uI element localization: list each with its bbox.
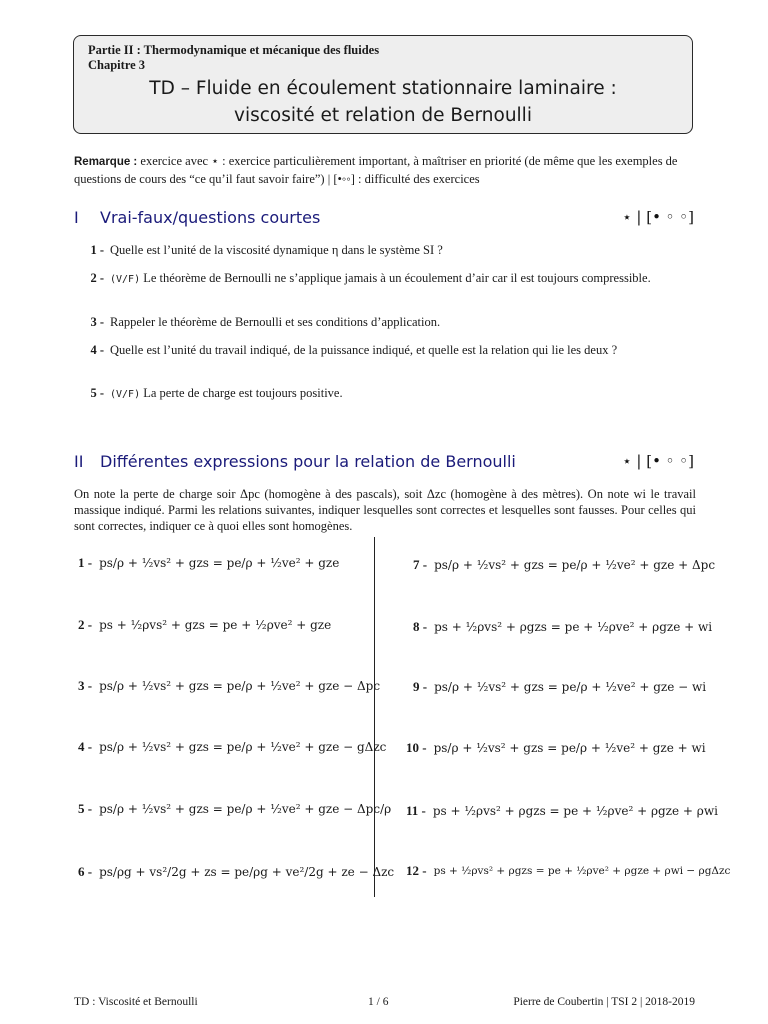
equation-4: 4 - ps/ρ + ½vs² + gzs = pe/ρ + ½ve² + gze − gΔzc bbox=[78, 739, 387, 754]
equation-10: 10 - ps/ρ + ½vs² + gzs = pe/ρ + ½ve² + gze + wi bbox=[406, 740, 706, 755]
equation-1: 1 - ps/ρ + ½vs² + gzs = pe/ρ + ½ve² + gze bbox=[78, 555, 340, 570]
equation-11: 11 - ps + ½ρvs² + ρgzs = pe + ½ρve² + ρgze + ρwi bbox=[406, 803, 718, 818]
remark-text: exercice avec ⋆ : exercice particulièrement important, à maîtriser en priorité (de même que les exemples de questions de cours des “ce qu’il faut savoir faire”) | [•◦◦] : difficulté des exercices bbox=[74, 154, 678, 186]
question-1: 1 - Quelle est l’unité de la viscosité dynamique η dans le système SI ? bbox=[90, 243, 443, 257]
vf-tag: (V/F) bbox=[110, 274, 141, 285]
footer-right: Pierre de Coubertin | TSI 2 | 2018-2019 bbox=[513, 996, 695, 1008]
section-2-difficulty: ⋆ | [• ◦ ◦] bbox=[622, 452, 694, 470]
section-1-number: I bbox=[74, 208, 79, 227]
vf-tag: (V/F) bbox=[110, 389, 141, 400]
question-3: 3 - Rappeler le théorème de Bernoulli et ses conditions d’application. bbox=[90, 315, 441, 329]
question-5: 5 - (V/F) La perte de charge est toujours positive. bbox=[90, 386, 343, 400]
part-label: Partie II : Thermodynamique et mécanique des fluides bbox=[88, 43, 380, 57]
header-box bbox=[73, 35, 693, 134]
question-2: 2 - (V/F) Le théorème de Bernoulli ne s’applique jamais à un écoulement d’air car il est toujours compressible. bbox=[90, 271, 651, 285]
equation-7: 7 - ps/ρ + ½vs² + gzs = pe/ρ + ½ve² + gze + Δpc bbox=[413, 557, 716, 572]
section-1-difficulty: ⋆ | [• ◦ ◦] bbox=[622, 208, 694, 226]
section-2-intro: On note la perte de charge soir Δpc (homogène à des pascals), soit Δzc (homogène à des mètres). On note wi le travail massique indiqué. Parmi les relations suivantes, indiquer lesquelles sont correctes et lesquelles sont fausses. Pour celles qui sont correctes, indiquer ce à quoi elles sont homogènes. bbox=[74, 487, 696, 533]
equation-8: 8 - ps + ½ρvs² + ρgzs = pe + ½ρve² + ρgze + wi bbox=[413, 619, 713, 634]
page-number: 1 / 6 bbox=[368, 996, 389, 1008]
equation-9: 9 - ps/ρ + ½vs² + gzs = pe/ρ + ½ve² + gze − wi bbox=[413, 679, 707, 694]
section-2-title-text: Différentes expressions pour la relation de Bernoulli bbox=[100, 452, 516, 471]
equation-3: 3 - ps/ρ + ½vs² + gzs = pe/ρ + ½ve² + gze − Δpc bbox=[78, 678, 381, 693]
footer-left: TD : Viscosité et Bernoulli bbox=[74, 996, 198, 1008]
equation-5: 5 - ps/ρ + ½vs² + gzs = pe/ρ + ½ve² + gze − Δpc/ρ bbox=[78, 801, 392, 816]
section-2-number: II bbox=[74, 452, 84, 471]
title-line-1: TD – Fluide en écoulement stationnaire laminaire : bbox=[149, 78, 617, 99]
equation-12: 12 - ps + ½ρvs² + ρgzs = pe + ½ρve² + ρgze + ρwi − ρgΔzc bbox=[406, 863, 731, 878]
question-4: 4 - Quelle est l’unité du travail indiqué, de la puissance indiqué, et quelle est la relation qui lie les deux ? bbox=[90, 343, 618, 357]
equation-6: 6 - ps/ρg + vs²/2g + zs = pe/ρg + ve²/2g + ze − Δzc bbox=[78, 864, 395, 879]
remark-label: Remarque : bbox=[74, 156, 138, 168]
column-divider bbox=[374, 537, 375, 897]
chapter-label: Chapitre 3 bbox=[88, 58, 146, 72]
section-2-title bbox=[74, 452, 516, 471]
section-1-title bbox=[74, 208, 320, 227]
equation-2: 2 - ps + ½ρvs² + gzs = pe + ½ρve² + gze bbox=[78, 617, 332, 632]
section-1-title-text: Vrai-faux/questions courtes bbox=[100, 208, 321, 227]
remark bbox=[74, 153, 696, 188]
title-line-2: viscosité et relation de Bernoulli bbox=[234, 105, 532, 126]
